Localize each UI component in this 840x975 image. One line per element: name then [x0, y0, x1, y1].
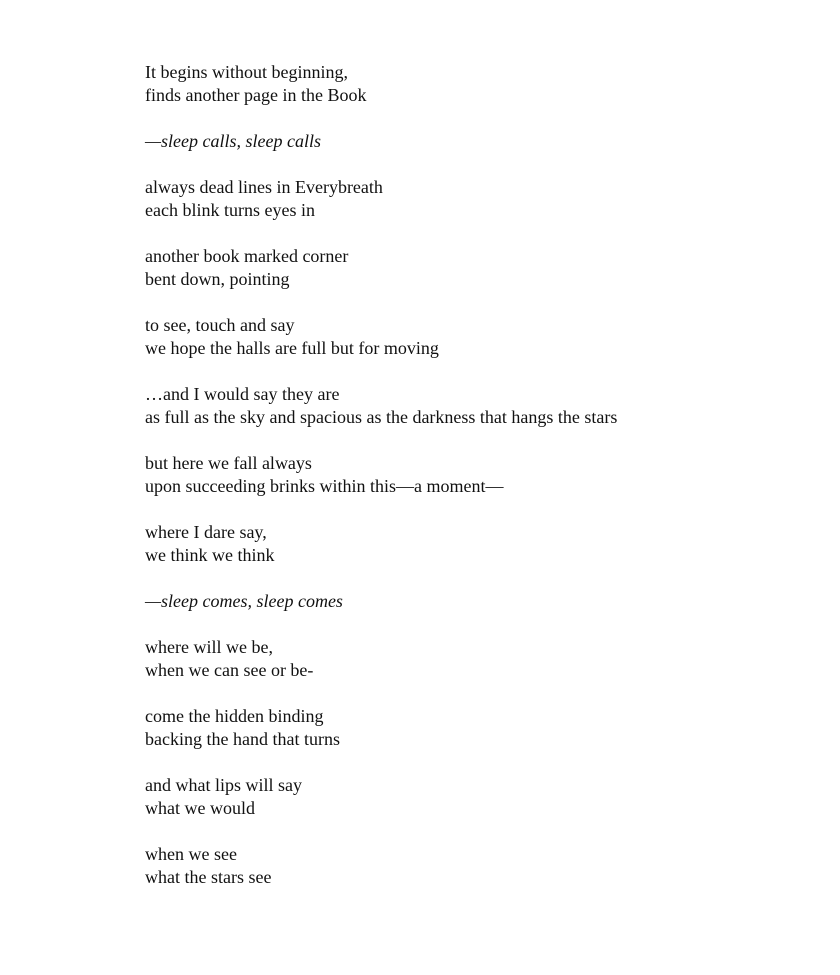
poem-line: It begins without beginning, [145, 62, 348, 82]
poem-line: always dead lines in Everybreath [145, 177, 383, 197]
stanza-3 [145, 176, 825, 222]
stanza-12 [145, 774, 825, 820]
stanza-11 [145, 705, 825, 751]
poem-line: finds another page in the Book [145, 85, 367, 105]
stanza-1 [145, 61, 825, 107]
poem-line: another book marked corner [145, 246, 349, 266]
stanza-6 [145, 383, 825, 429]
poem-line: where I dare say, [145, 522, 267, 542]
refrain-line: —sleep calls, sleep calls [145, 131, 321, 151]
stanza-5 [145, 314, 825, 360]
poem-line: what the stars see [145, 867, 272, 887]
stanza-10 [145, 636, 825, 682]
poem-line: backing the hand that turns [145, 729, 340, 749]
poem-line: we hope the halls are full but for moving [145, 338, 439, 358]
poem-body [145, 61, 825, 912]
refrain-line: —sleep comes, sleep comes [145, 591, 343, 611]
poem-line: to see, touch and say [145, 315, 295, 335]
poem-line: we think we think [145, 545, 275, 565]
poem-line: …and I would say they are [145, 384, 340, 404]
poem-line: upon succeeding brinks within this—a moment— [145, 476, 504, 496]
poem-line: what we would [145, 798, 255, 818]
poem-line: bent down, pointing [145, 269, 290, 289]
stanza-4 [145, 245, 825, 291]
poem-line: when we see [145, 844, 237, 864]
poem-line: but here we fall always [145, 453, 312, 473]
poem-line: as full as the sky and spacious as the darkness that hangs the stars [145, 407, 618, 427]
stanza-2 [145, 130, 825, 153]
stanza-13 [145, 843, 825, 889]
poem-line: when we can see or be- [145, 660, 314, 680]
stanza-9 [145, 590, 825, 613]
poem-line: where will we be, [145, 637, 273, 657]
stanza-8 [145, 521, 825, 567]
poem-line: each blink turns eyes in [145, 200, 315, 220]
poem-line: and what lips will say [145, 775, 302, 795]
poem-line: come the hidden binding [145, 706, 324, 726]
stanza-7 [145, 452, 825, 498]
